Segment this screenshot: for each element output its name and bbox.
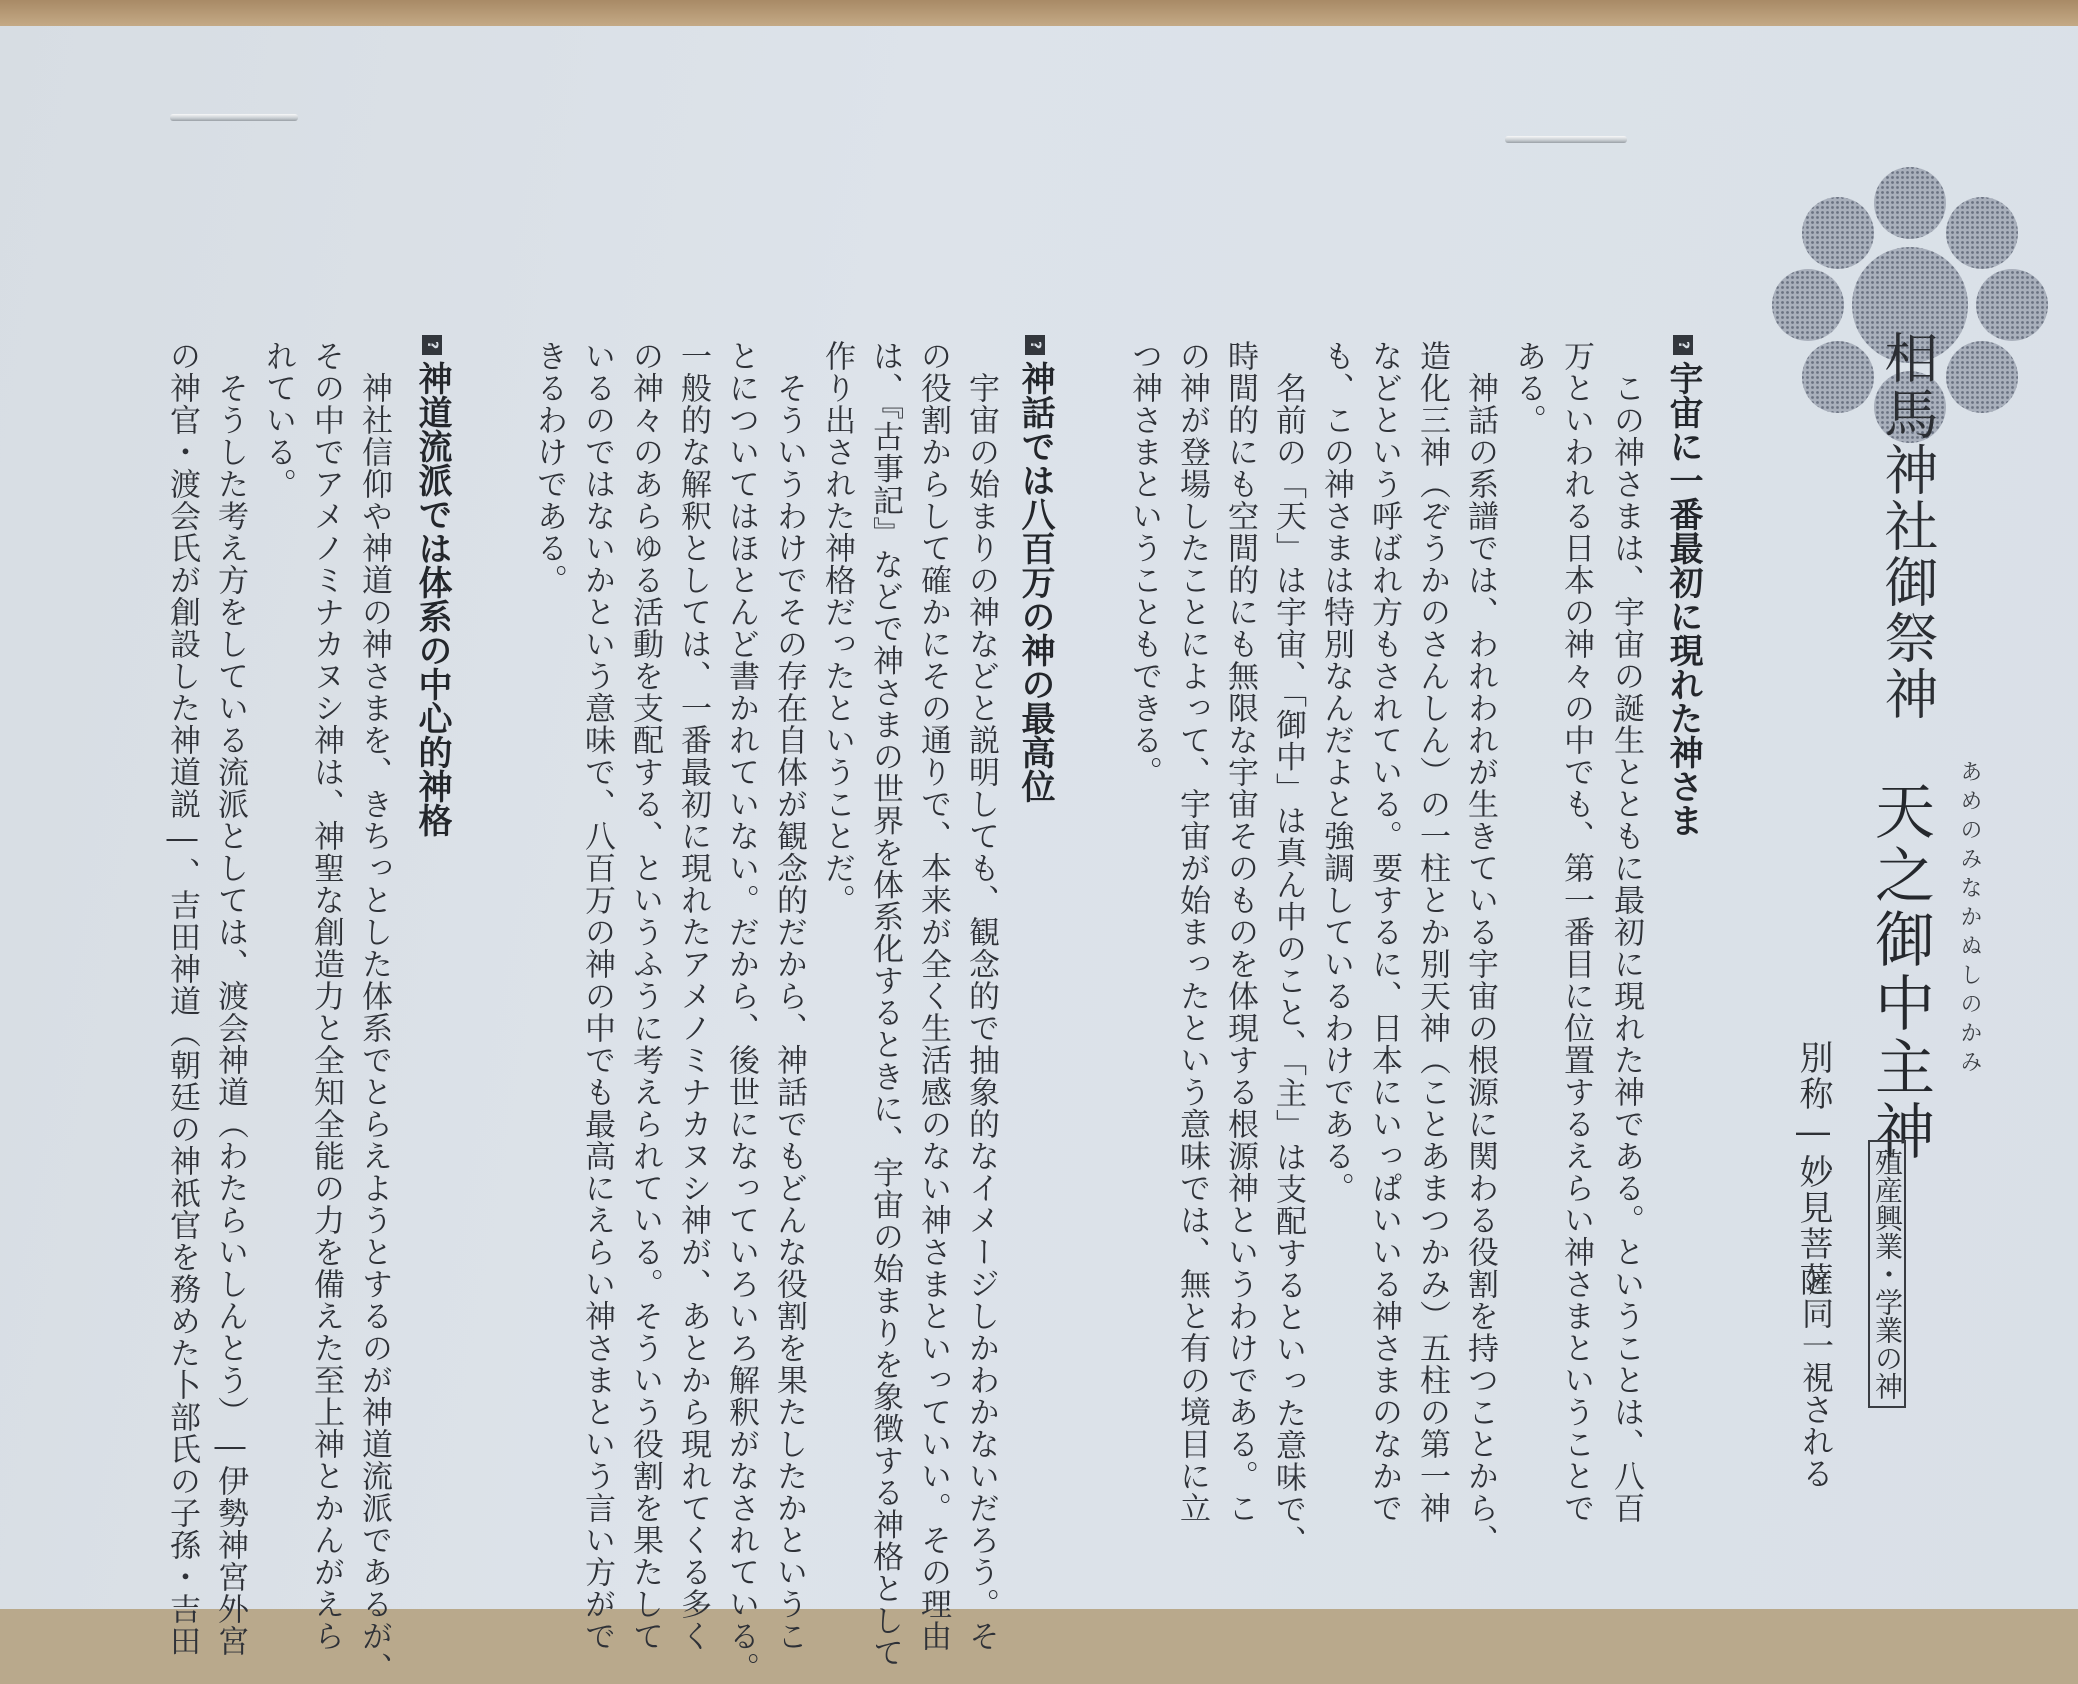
section-3-line: れている。 [260,340,296,500]
section-3-line: 神社信仰や神道の神さまを、きちっとした体系でとらえようとするのが神道流派であるが、 [356,372,392,1684]
section-2-line: きるわけである。 [531,340,567,596]
section-2-line: の役割からして確かにその通りで、本来が全く生活感のない神さまといっていい。その理由 [915,340,951,1652]
section-3-line: その中でアメノミナカヌシ神は、神聖な創造力と全知全能の力を備えた至上神とかんがえら [308,340,344,1652]
section-1-line: 神話の系譜では、われわれが生きている宇宙の根源に関わる役割を持つことから、 [1462,372,1498,1556]
deity-alias: 別称―妙見菩薩 [1793,1040,1833,1298]
benefit-box: 殖産興業・学業の神 [1868,1140,1906,1408]
section-3-heading-text: 神道流派では体系の中心的神格 [412,361,452,837]
section-1-line: などという呼ばれ方もされている。要するに、日本にいっぱいいる神さまのなかで [1366,340,1402,1524]
identified-text: と同一視される [1797,1265,1835,1489]
section-1-heading-text: 宇宙に一番最初に現れた神さま [1663,361,1703,837]
section-1-line: の神が登場したことによって、宇宙が始まったという意味では、無と有の境目に立 [1174,340,1210,1524]
section-2-line: 一般的な解釈としては、一番最初に現れたアメノミナカヌシ神が、あとから現れてくる多く [675,340,711,1652]
deity-furigana: あめのみなかぬしのかみ [1957,760,1982,1079]
section-1-line: 万といわれる日本の神々の中でも、第一番目に位置するえらい神さまということで [1558,340,1594,1524]
section-3-heading [412,335,452,837]
section-2-line: の神々のあらゆる活動を支配する、というふうに考えられている。そういう役割を果たして [627,340,663,1652]
section-1-mark-icon: ? [1673,335,1693,355]
section-3-line: そうした考え方をしている流派としては、渡会神道（わたらいしんとう）―伊勢神宮外宮 [212,372,248,1657]
section-2-line: 宇宙の始まりの神などと説明しても、観念的で抽象的なイメージしかわかないだろう。そ [963,372,999,1652]
staple-right [1505,136,1627,143]
shrine-title: 相馬神社御祭神 [1876,330,1939,722]
section-2-line: そういうわけでその存在自体が観念的だから、神話でもどんな役割を果たしたかというこ [771,372,807,1652]
section-3-line: の神官・渡会氏が創設した神道説―、吉田神道（朝廷の神祇官を務めた卜部氏の子孫・吉田 [164,340,200,1657]
section-2-line: 作り出された神格だったということだ。 [819,340,855,916]
section-2-line: は、『古事記』などで神さまの世界を体系化するときに、宇宙の始まりを象徴する神格として [867,340,903,1669]
staple-left [170,114,298,121]
section-2-mark-icon: ? [1025,335,1045,355]
section-2-line: とについてはほとんど書かれていない。だから、後世になっていろいろ解釈がなされている。 [723,340,759,1684]
section-1-line: この神さまは、宇宙の誕生とともに最初に現れた神である。ということは、八百 [1608,372,1644,1524]
section-2-heading [1015,335,1055,803]
section-1-line: 名前の「天」は宇宙、「御中」は真ん中のこと、「主」は支配するといった意味で、 [1270,372,1306,1557]
section-3-mark-icon: ? [422,335,442,355]
section-1-line: つ神さまということもできる。 [1126,340,1162,788]
section-1-line: 時間的にも空間的にも無限な宇宙そのものを体現する根源神というわけである。こ [1222,340,1258,1524]
section-2-line: いるのではないかという意味で、八百万の神の中でも最高にえらい神さまという言い方がで [579,340,615,1652]
section-1-line: も、この神さまは特別なんだよと強調しているわけである。 [1318,340,1354,1204]
section-2-heading-text: 神話では八百万の神の最高位 [1015,361,1055,803]
deity-name: 天之御中主神 [1865,780,1935,1164]
section-1-heading [1663,335,1703,837]
section-1-line: ある。 [1510,340,1546,436]
section-1-line: 造化三神（ぞうかのさんしん）の一柱とか別天神（ことあまつかみ）五柱の第一神 [1414,340,1450,1524]
